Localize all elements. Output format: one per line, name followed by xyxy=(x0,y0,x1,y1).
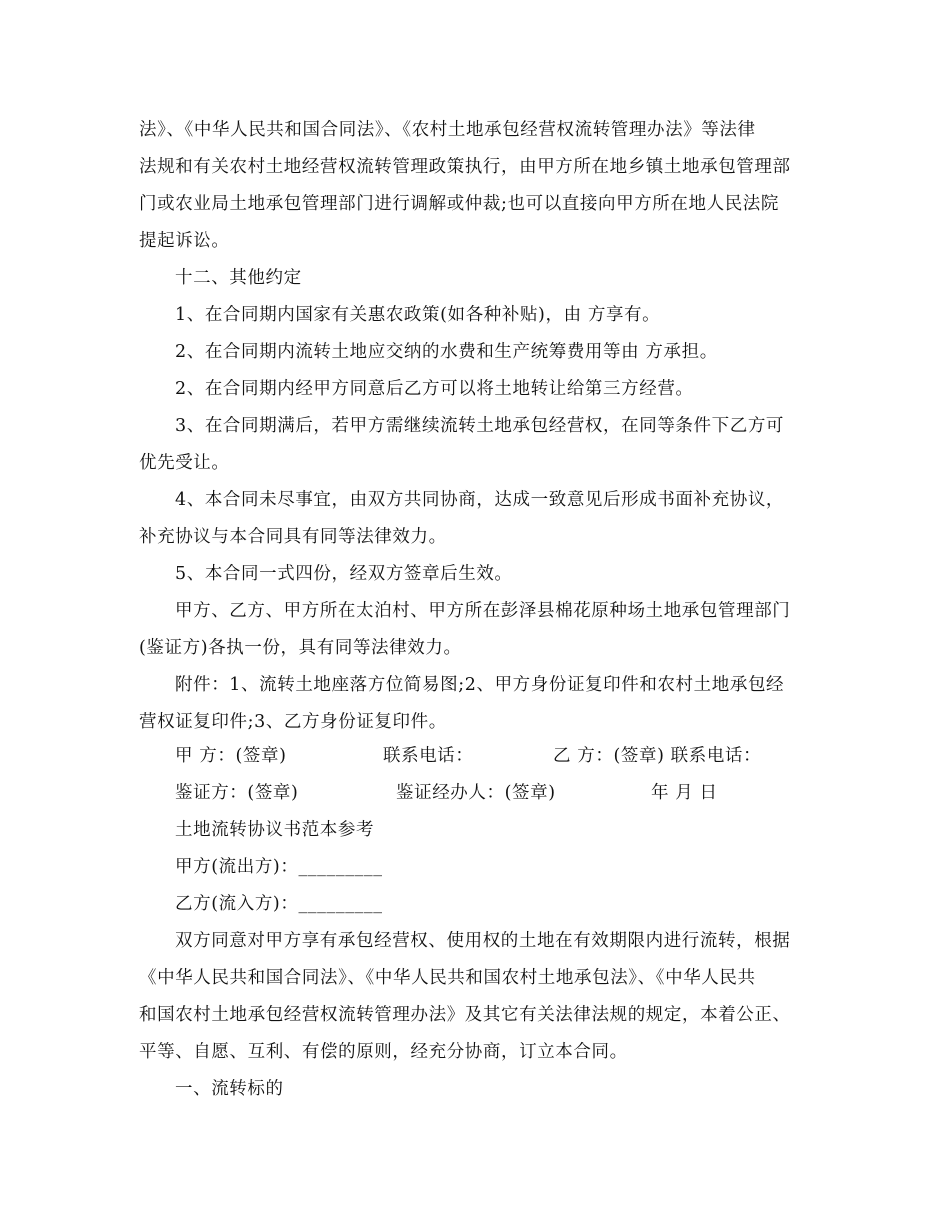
paragraph-line: 3、在合同期满后，若甲方需继续流转土地承包经营权，在同等条件下乙方可 xyxy=(175,416,785,436)
paragraph-line: 优先受让。 xyxy=(139,453,230,473)
paragraph-line: 法规和有关农村土地经营权流转管理政策执行，由甲方所在地乡镇土地承包管理部 xyxy=(139,157,791,177)
witness-signature: 鉴证方：(签章) xyxy=(175,783,299,803)
section-heading: 十二、其他约定 xyxy=(175,268,302,288)
paragraph-line: 补充协议与本合同具有同等法律效力。 xyxy=(139,527,447,547)
paragraph-line: 法》、《中华人民共和国合同法》、《农村土地承包经营权流转管理办法》等法律 xyxy=(139,120,756,140)
paragraph-line: 2、在合同期内流转土地应交纳的水费和生产统筹费用等由 方承担。 xyxy=(175,342,718,362)
party-a-signature: 甲 方：(签章) xyxy=(175,746,287,766)
paragraph-line: 营权证复印件;3、乙方身份证复印件。 xyxy=(139,712,447,732)
paragraph-line: 提起诉讼。 xyxy=(139,231,230,251)
party-a-field: 甲方(流出方)：_________ xyxy=(175,857,383,877)
section-heading: 一、流转标的 xyxy=(175,1079,284,1099)
paragraph-line: 平等、自愿、互利、有偿的原则，经充分协商，订立本合同。 xyxy=(139,1042,628,1062)
paragraph-line: (鉴证方)各执一份，具有同等法律效力。 xyxy=(139,638,462,658)
witness-agent-signature: 鉴证经办人：(签章) xyxy=(396,783,556,803)
document-title: 土地流转协议书范本参考 xyxy=(175,820,375,840)
paragraph-line: 1、在合同期内国家有关惠农政策(如各种补贴)，由 方享有。 xyxy=(175,305,661,325)
paragraph-line: 甲方、乙方、甲方所在太泊村、甲方所在彭泽县棉花原种场土地承包管理部门 xyxy=(175,601,791,621)
paragraph-line: 4、本合同未尽事宜，由双方共同协商，达成一致意见后形成书面补充协议， xyxy=(175,490,785,510)
paragraph-line: 5、本合同一式四份，经双方签章后生效。 xyxy=(175,564,513,584)
paragraph-line: 《中华人民共和国合同法》、《中华人民共和国农村土地承包法》、《中华人民共 xyxy=(139,968,756,988)
paragraph-line: 2、在合同期内经甲方同意后乙方可以将土地转让给第三方经营。 xyxy=(175,379,694,399)
paragraph-line: 门或农业局土地承包管理部门进行调解或仲裁;也可以直接向甲方所在地人民法院 xyxy=(139,194,779,214)
paragraph-line: 双方同意对甲方享有承包经营权、使用权的土地在有效期限内进行流转，根据 xyxy=(175,931,791,951)
signature-date: 年 月 日 xyxy=(651,783,718,803)
paragraph-line: 和国农村土地承包经营权流转管理办法》及其它有关法律法规的规定，本着公正、 xyxy=(139,1005,791,1025)
party-a-phone: 联系电话： xyxy=(383,746,474,766)
party-b-field: 乙方(流入方)：_________ xyxy=(175,894,383,914)
party-b-signature: 乙 方：(签章) 联系电话： xyxy=(553,746,762,766)
paragraph-line: 附件：1、流转土地座落方位简易图;2、甲方身份证复印件和农村土地承包经 xyxy=(175,675,785,695)
